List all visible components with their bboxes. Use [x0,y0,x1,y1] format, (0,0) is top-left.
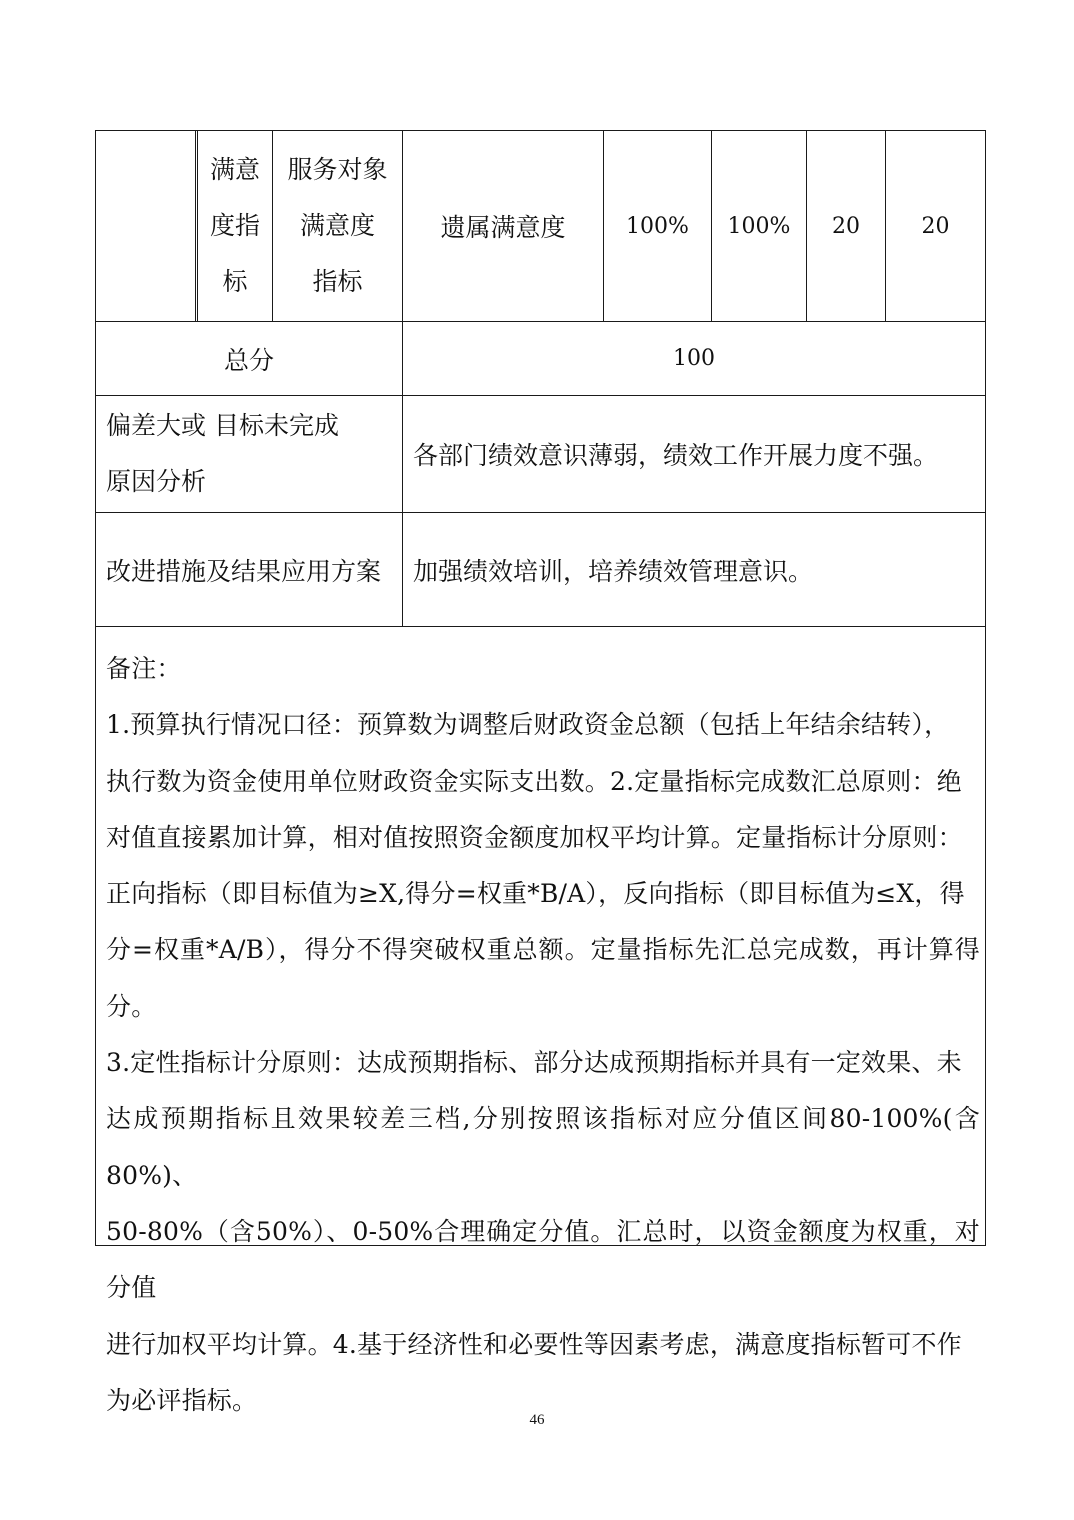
subcategory-cell [273,131,402,321]
deviation-label [96,396,402,512]
subcategory-line-3: 指标 [312,267,363,296]
first-column-cell [96,131,195,321]
table-right-border [985,130,986,1246]
actual-value-cell: 100% [727,213,791,239]
total-value: 100 [673,346,715,371]
weight-cell: 20 [832,213,860,239]
deviation-label-line-2: 原因分析 [106,467,207,496]
category-line-1: 满意 [209,155,260,184]
subcategory-line-2: 满意度 [299,211,375,240]
indicator-name-cell: 遗属满意度 [440,213,566,242]
category-cell [198,131,272,321]
remarks-line: 执行数为资金使用单位财政资金实际支出数。2.定量指标完成数汇总原则：绝 [106,766,962,796]
page-number: 46 [529,1412,545,1428]
remarks-line: 3.定性指标计分原则：达成预期指标、部分达成预期指标并具有一定效果、未 [106,1048,962,1078]
remarks-line: 备注： [106,654,182,683]
remarks-line: 分=权重*A/B），得分不得突破权重总额。定量指标先汇总完成数，再计算得分。 [106,935,980,1021]
remarks-line: 正向指标（即目标值为≥X,得分=权重*B/A），反向指标（即目标值为≤X，得 [106,879,965,909]
remarks-line: 为必评指标。 [106,1385,258,1415]
col-divider-a [195,130,196,322]
remarks-cell [96,627,984,1415]
total-label: 总分 [223,345,274,375]
improvement-label: 改进措施及结果应用方案 [106,556,382,586]
category-line-3: 标 [222,267,248,296]
target-value-cell: 100% [626,213,689,239]
score-cell: 20 [921,213,950,239]
subcategory-line-1: 服务对象 [287,155,388,184]
remarks-line: 对值直接累加计算，相对值按照资金额度加权平均计算。定量指标计分原则： [106,822,963,852]
deviation-label-line-1: 偏差大或 目标未完成 [106,411,339,440]
category-line-2: 度指 [209,211,260,240]
improvement-content: 加强绩效培训，培养绩效管理意识。 [413,556,814,586]
remarks-line: 进行加权平均计算。4.基于经济性和必要性等因素考虑，满意度指标暂可不作 [106,1329,962,1359]
remarks-line: 达成预期指标且效果较差三档,分别按照该指标对应分值区间80-100%(含80%)、 [106,1104,980,1190]
deviation-content: 各部门绩效意识薄弱，绩效工作开展力度不强。 [413,441,939,470]
remarks-line: 1.预算执行情况口径：预算数为调整后财政资金总额（包括上年结余结转）， [106,710,950,740]
remarks-line: 50-80%（含50%）、0-50%合理确定分值。汇总时，以资金额度为权重，对分值 [106,1216,980,1303]
